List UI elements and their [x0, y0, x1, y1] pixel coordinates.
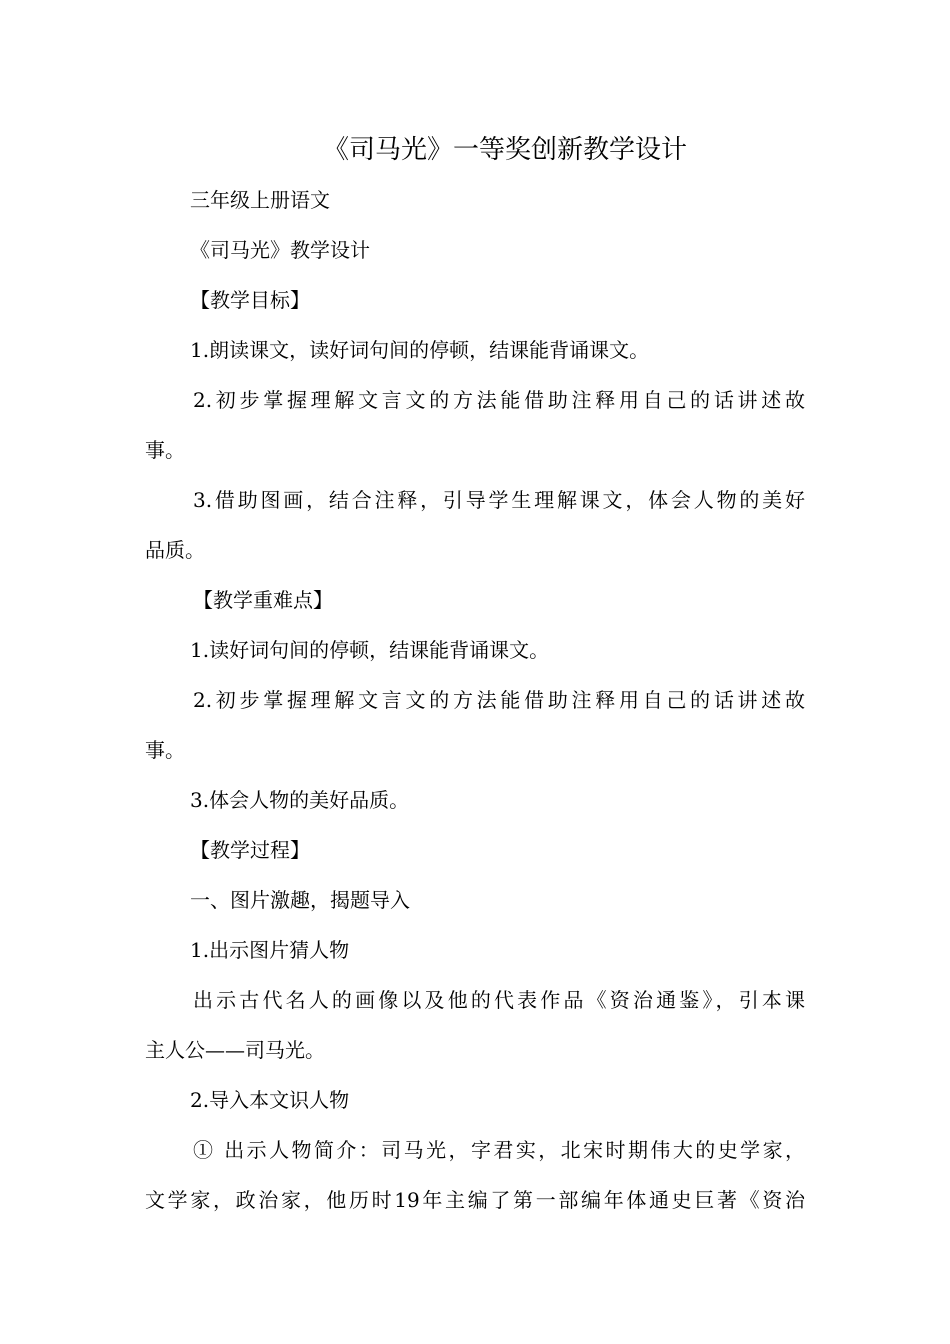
section-heading-process: 【教学过程】 — [190, 838, 310, 862]
section-heading-objectives: 【教学目标】 — [190, 288, 310, 312]
objective-item: 3.借助图画，结合注释，引导学生理解课文，体会人物的美好 — [193, 488, 805, 512]
process-paragraph: ① 出示人物简介：司马光，字君实，北宋时期伟大的史学家， — [193, 1138, 805, 1162]
objective-item: 2.初步掌握理解文言文的方法能借助注释用自己的话讲述故 — [193, 388, 805, 412]
objective-item: 1.朗读课文，读好词句间的停顿，结课能背诵课文。 — [190, 338, 650, 362]
process-paragraph-continued: 文学家，政治家，他历时19年主编了第一部编年体通史巨著《资治 — [145, 1188, 805, 1212]
subtitle-grade: 三年级上册语文 — [190, 188, 330, 212]
document-title: 《司马光》一等奖创新教学设计 — [322, 135, 687, 165]
process-paragraph: 出示古代名人的画像以及他的代表作品《资治通鉴》，引本课 — [193, 988, 805, 1012]
subtitle-design: 《司马光》教学设计 — [190, 238, 370, 262]
process-substep: 2.导入本文识人物 — [190, 1088, 350, 1112]
key-point-item-continued: 事。 — [145, 738, 185, 762]
key-point-item: 2.初步掌握理解文言文的方法能借助注释用自己的话讲述故 — [193, 688, 805, 712]
process-step-heading: 一、图片激趣，揭题导入 — [190, 888, 410, 912]
key-point-item: 1.读好词句间的停顿，结课能背诵课文。 — [190, 638, 550, 662]
objective-item-continued: 事。 — [145, 438, 185, 462]
key-point-item: 3.体会人物的美好品质。 — [190, 788, 410, 812]
objective-item-continued: 品质。 — [145, 538, 205, 562]
process-substep: 1.出示图片猜人物 — [190, 938, 350, 962]
section-heading-key-points: 【教学重难点】 — [193, 588, 333, 612]
process-paragraph-continued: 主人公——司马光。 — [145, 1038, 325, 1062]
